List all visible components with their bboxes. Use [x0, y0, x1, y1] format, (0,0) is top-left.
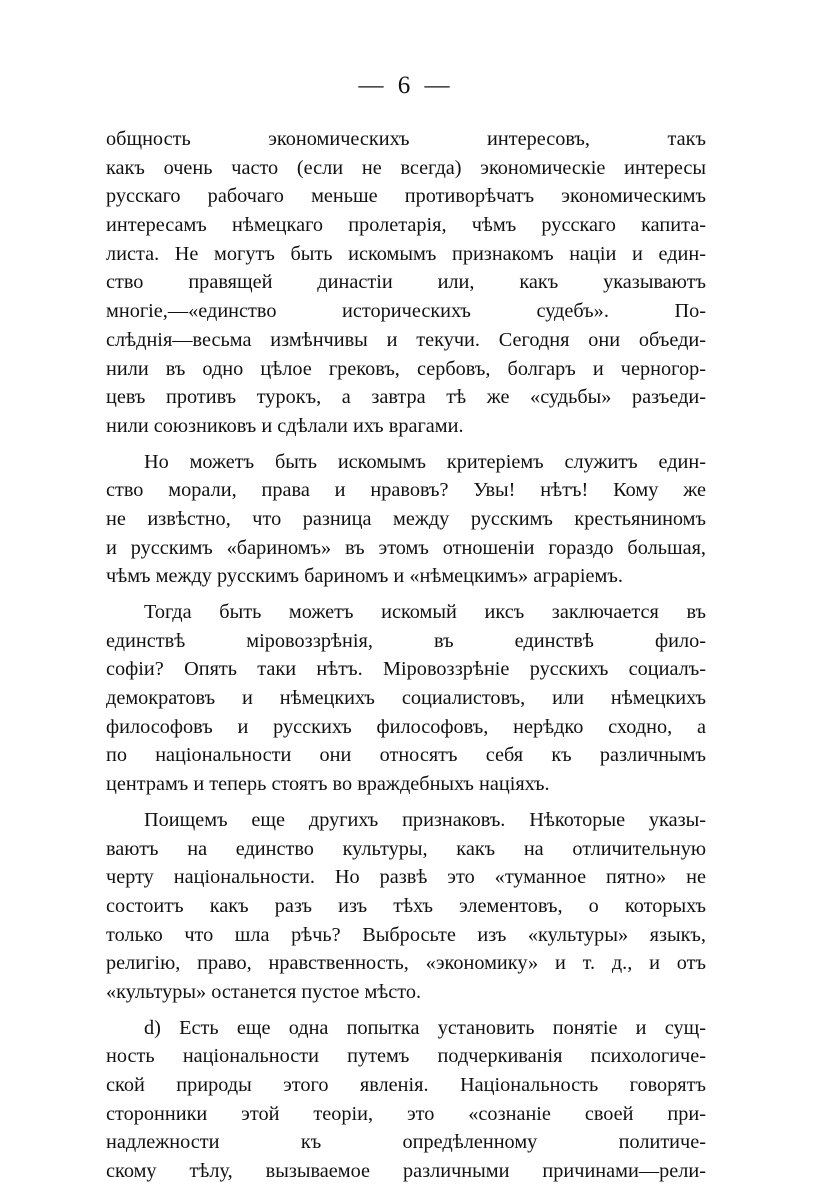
text-line: черту нацiональности. Но развѣ это «туманное пятно» не: [106, 866, 706, 889]
text-line: Поищемъ еще другихъ признаковъ. Нѣкоторые указы-: [144, 808, 706, 831]
text-line: слѣднiя—весьма измѣнчивы и текучи. Сегодня они объеди-: [106, 328, 706, 351]
text-line: чѣмъ между русскимъ бариномъ и «нѣмецкимъ» аграрiемъ.: [106, 565, 623, 588]
paragraph: [106, 125, 706, 441]
paragraph: [106, 448, 706, 591]
text-line: интересамъ нѣмецкаго пролетарiя, чѣмъ русскаго капита-: [106, 214, 706, 237]
text-line: ность нацiональности путемъ подчеркиванiя психологиче-: [106, 1045, 706, 1068]
text-line: философовъ и русскихъ философовъ, нерѣдко сходно, а: [106, 715, 706, 738]
text-line: сторонники этой теорiи, это «сознанiе своей при-: [106, 1102, 706, 1125]
text-line: единствѣ мiровоззрѣнiя, въ единствѣ фило-: [106, 629, 706, 652]
text-line: ваютъ на единство культуры, какъ на отличительную: [106, 837, 706, 860]
document-body: [106, 125, 706, 1186]
paragraph: [106, 1014, 706, 1186]
text-line: ство правящей династiи или, какъ указываютъ: [106, 271, 706, 294]
text-line: общность экономическихъ интересовъ, такъ: [106, 128, 706, 150]
text-line: состоитъ какъ разъ изъ тѣхъ элементовъ, о которыхъ: [106, 894, 706, 917]
paragraph: [106, 598, 706, 799]
text-line: скому тѣлу, вызываемое различными причинами—рели-: [106, 1160, 706, 1183]
text-line: демократовъ и нѣмецкихъ социалистовъ, или нѣмецкихъ: [106, 687, 706, 710]
text-line: многiе,—«единство историческихъ судебъ». По-: [106, 300, 706, 323]
text-line: только что шла рѣчь? Выбросьте изъ «культуры» языкъ,: [106, 923, 706, 946]
page-number: — 6 —: [358, 72, 454, 99]
text-line: центрамъ и теперь стоятъ во враждебныхъ нацiяхъ.: [106, 773, 550, 796]
text-line: нили въ одно цѣлое грековъ, сербовъ, болгаръ и черногор-: [106, 357, 706, 380]
paragraph: [106, 806, 706, 1007]
text-line: d) Есть еще одна попытка установить понятiе и сущ-: [144, 1016, 706, 1039]
text-line: русскаго рабочаго меньше противорѣчатъ экономическимъ: [106, 185, 706, 208]
text-line: надлежности къ опредѣленному политиче-: [106, 1131, 706, 1154]
text-line: ской природы этого явленiя. Нацiональность говорятъ: [106, 1074, 706, 1096]
text-line: листа. Не могутъ быть искомымъ признакомъ нацiи и един-: [106, 242, 706, 265]
text-line: «культуры» останется пустое мѣсто.: [106, 980, 422, 1003]
text-line: какъ очень часто (если не всегда) экономическiе интересы: [106, 156, 706, 179]
text-line: цевъ противъ турокъ, а завтра тѣ же «судьбы» разъеди-: [106, 386, 706, 409]
text-line: ство морали, права и нравовъ? Увы! нѣтъ! Кому же: [106, 479, 706, 502]
text-line: по нацiональности они относятъ себя къ различнымъ: [106, 744, 706, 767]
text-line: не извѣстно, что разница между русскимъ крестьяниномъ: [106, 507, 706, 530]
text-line: нили союзниковъ и сдѣлали ихъ врагами.: [106, 414, 464, 437]
text-line: Тогда быть можетъ искомый иксъ заключается въ: [144, 601, 706, 623]
text-line: религiю, право, нравственность, «экономику» и т. д., и отъ: [106, 952, 706, 975]
text-line: и русскимъ «бариномъ» въ этомъ отношенiи гораздо большая,: [106, 536, 706, 559]
text-line: софiи? Опять таки нѣтъ. Мiровоззрѣнiе русскихъ социалъ-: [106, 658, 706, 681]
text-line: Но можетъ быть искомымъ критерiемъ служитъ един-: [144, 450, 706, 473]
